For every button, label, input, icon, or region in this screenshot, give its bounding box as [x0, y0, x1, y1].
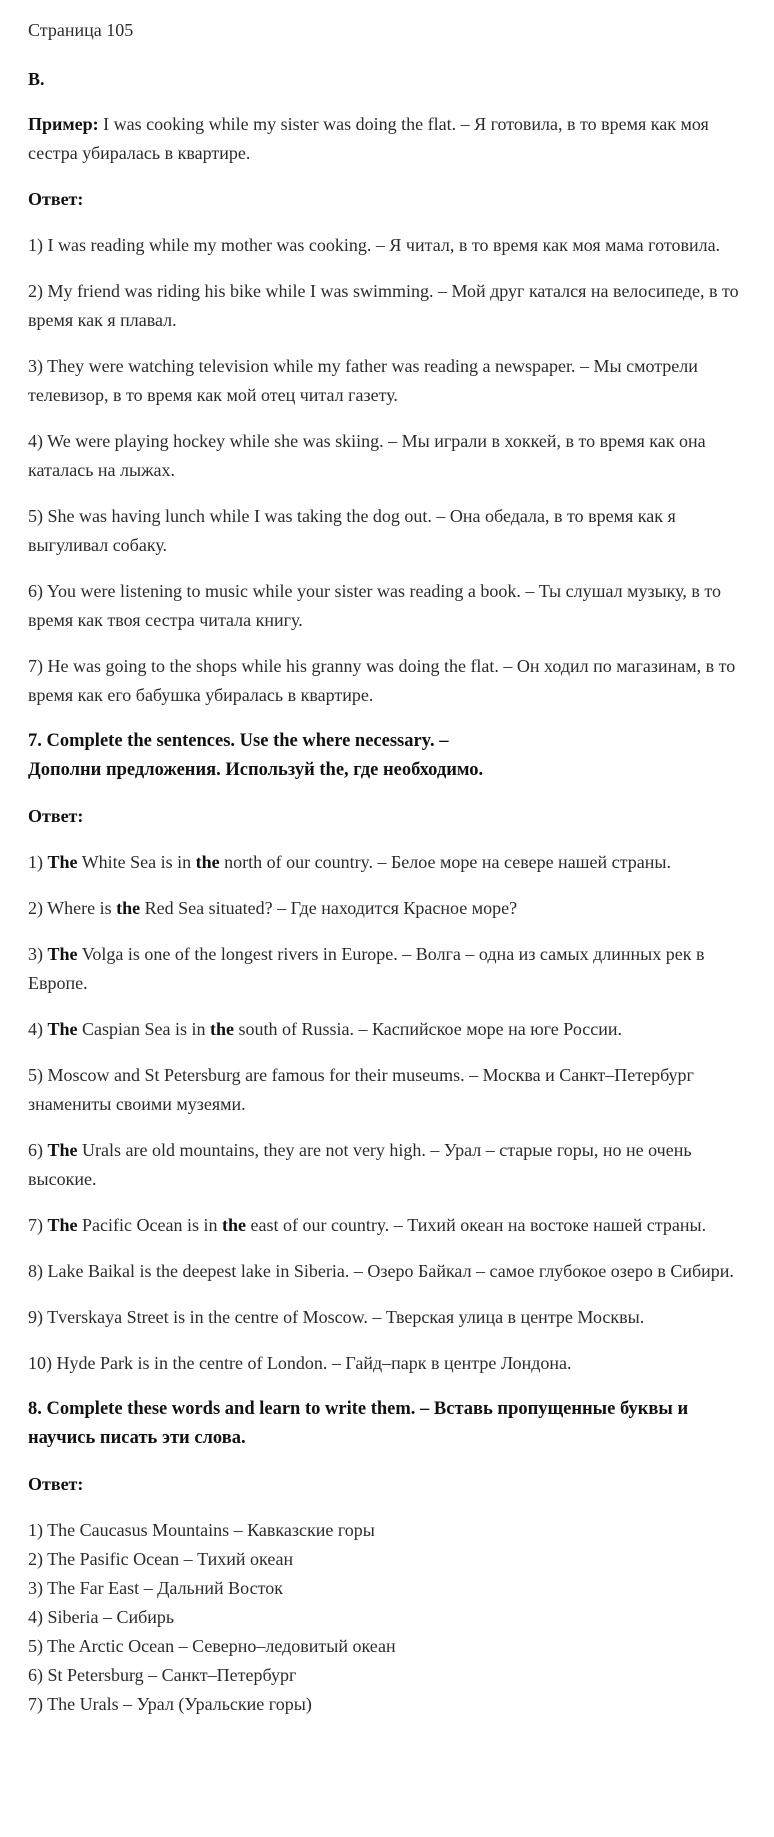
list-item: 2) Where is the Red Sea situated? – Где находится Красное море?	[28, 898, 518, 918]
article-the: The	[47, 1140, 78, 1160]
task8-heading: 8. Complete these words and learn to write them. – Вставь пропущенные буквы и научись писать эти слова.	[28, 1399, 689, 1448]
article-the: The	[47, 944, 78, 964]
list-item: 5) The Arctic Ocean – Северно–ледовитый океан	[28, 1636, 396, 1656]
article-the: The	[47, 1019, 78, 1039]
example-text: I was cooking while my sister was doing the flat. – Я готовила, в то время как моя сестра убиралась в квартире.	[28, 114, 709, 163]
list-item: 7) He was going to the shops while his granny was doing the flat. – Он ходил по магазинам, в то время как его бабушка убиралась в квартире.	[28, 656, 736, 705]
task7-heading-line2: Дополни предложения. Используй the, где необходимо.	[28, 760, 484, 780]
list-item: 1) The Caucasus Mountains – Кавказские горы	[28, 1520, 375, 1540]
list-item: 2) My friend was riding his bike while I was swimming. – Мой друг катался на велосипеде, в то время как я плавал.	[28, 281, 739, 330]
list-item: 3) The Volga is one of the longest rivers in Europe. – Волга – одна из самых длинных рек в Европе.	[28, 944, 705, 993]
article-the: the	[221, 1215, 246, 1235]
page-number-label: Страница 105	[28, 20, 134, 40]
list-item: 6) You were listening to music while your sister was reading a book. – Ты слушал музыку, в то время как твоя сестра читала книгу.	[28, 581, 721, 630]
list-item: 1) I was reading while my mother was cooking. – Я читал, в то время как моя мама готовила.	[28, 235, 721, 255]
example-label: Пример:	[28, 114, 99, 134]
list-item: 5) She was having lunch while I was taking the dog out. – Она обедала, в то время как я выгуливал собаку.	[28, 506, 676, 555]
task7-heading-line1: 7. Complete the sentences. Use the where necessary. –	[28, 731, 449, 751]
list-item: 6) The Urals are old mountains, they are not very high. – Урал – старые горы, но не очень высокие.	[28, 1140, 692, 1189]
list-item: 10) Hyde Park is in the centre of London. – Гайд–парк в центре Лондона.	[28, 1353, 572, 1373]
list-item: 8) Lake Baikal is the deepest lake in Siberia. – Озеро Байкал – самое глубокое озеро в Сибири.	[28, 1261, 734, 1281]
list-item: 1) The White Sea is in the north of our country. – Белое море на севере нашей страны.	[28, 852, 671, 872]
list-item: 9) Tverskaya Street is in the centre of Moscow. – Тверская улица в центре Москвы.	[28, 1307, 645, 1327]
article-the: The	[47, 1215, 78, 1235]
answer-list-8	[28, 1516, 746, 1719]
answer-label-b: Ответ:	[28, 189, 84, 209]
list-item: 4) Siberia – Сибирь	[28, 1607, 175, 1627]
answer-label-8: Ответ:	[28, 1474, 84, 1494]
list-item: 5) Moscow and St Petersburg are famous for their museums. – Москва и Санкт–Петербург знамениты своими музеями.	[28, 1065, 694, 1114]
list-item: 3) They were watching television while my father was reading a newspaper. – Мы смотрели телевизор, в то время как мой отец читал газету.	[28, 356, 698, 405]
article-the: the	[195, 852, 220, 872]
answer-list-7	[28, 848, 746, 1378]
article-the: the	[116, 898, 141, 918]
example-paragraph	[28, 110, 746, 168]
list-item: 4) We were playing hockey while she was skiing. – Мы играли в хоккей, в то время как она каталась на лыжах.	[28, 431, 706, 480]
answer-label-7: Ответ:	[28, 806, 84, 826]
answer-list-b	[28, 231, 746, 710]
article-the: the	[210, 1019, 235, 1039]
list-item: 2) The Pasific Ocean – Тихий океан	[28, 1549, 294, 1569]
list-item: 7) The Urals – Урал (Уральские горы)	[28, 1694, 312, 1714]
list-item: 6) St Petersburg – Санкт–Петербург	[28, 1665, 297, 1685]
list-item: 7) The Pacific Ocean is in the east of our country. – Тихий океан на востоке нашей страны.	[28, 1215, 707, 1235]
article-the: The	[47, 852, 78, 872]
list-item: 4) The Caspian Sea is in the south of Russia. – Каспийское море на юге России.	[28, 1019, 623, 1039]
section-letter: B.	[28, 69, 45, 89]
task7-heading	[28, 727, 746, 785]
list-item: 3) The Far East – Дальний Восток	[28, 1578, 283, 1598]
